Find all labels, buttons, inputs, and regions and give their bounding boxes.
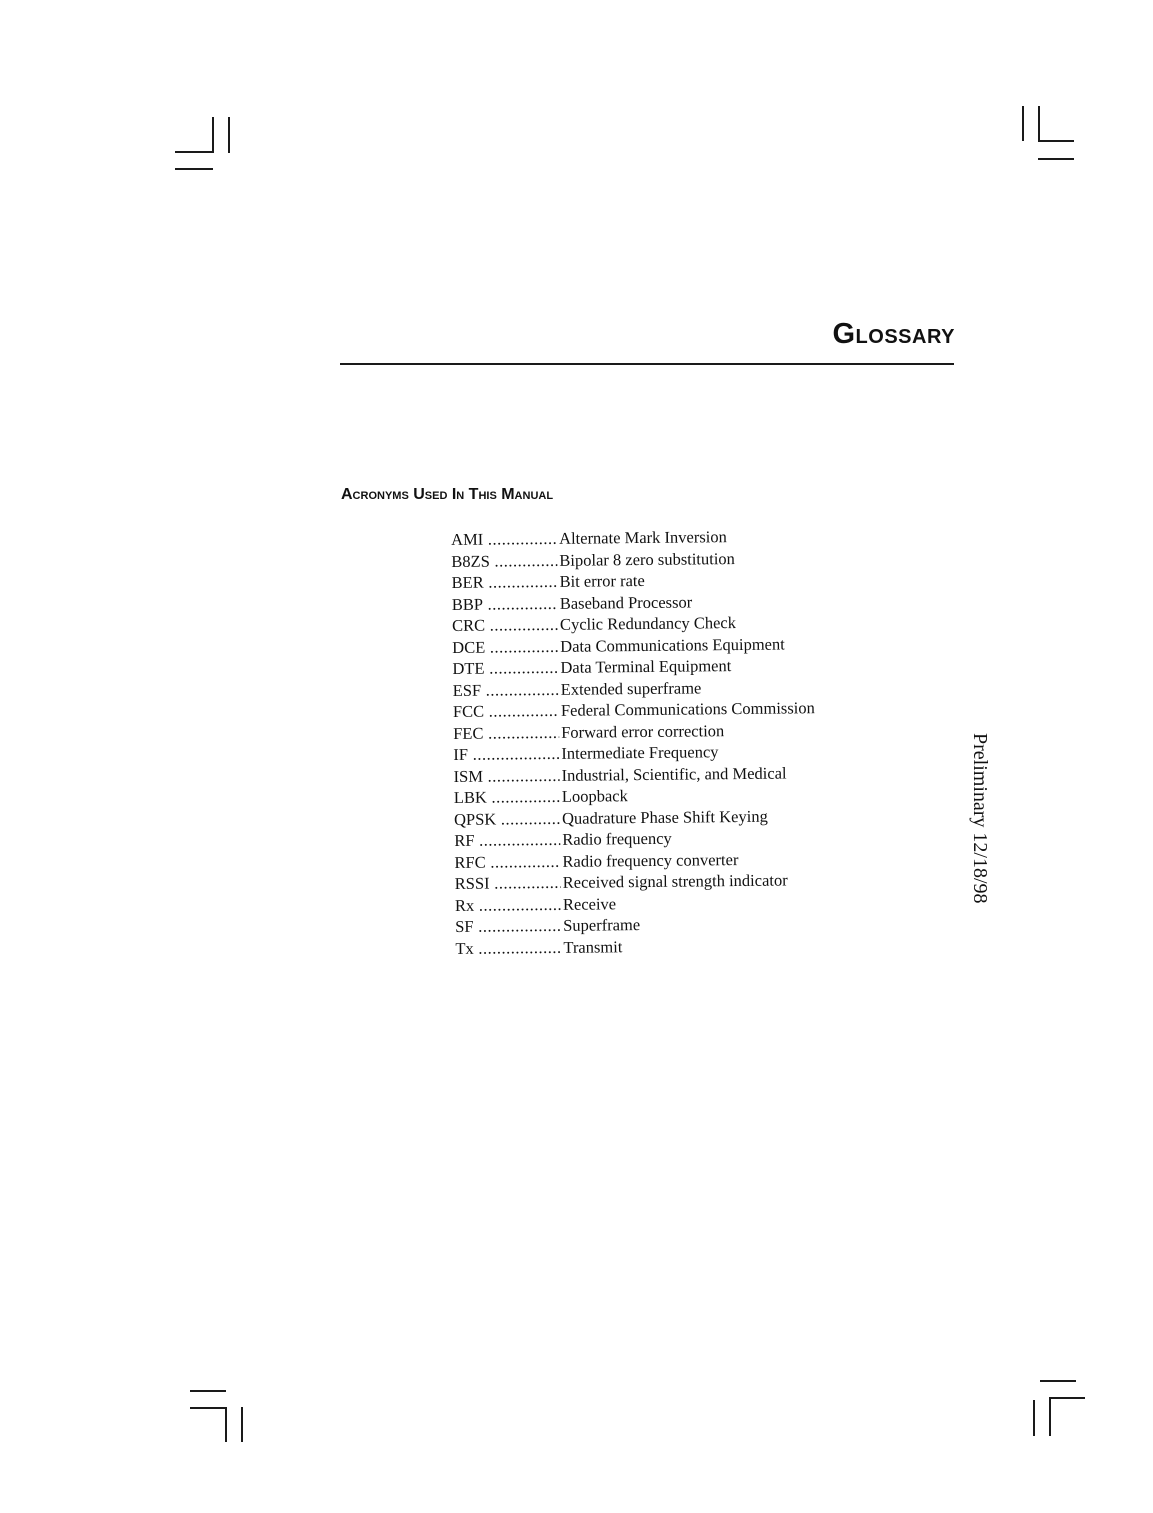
crop-mark (1038, 140, 1074, 142)
crop-mark (1049, 1397, 1085, 1399)
acronym: SF ..... (455, 915, 561, 938)
acronym-definition: Transmit (563, 936, 623, 957)
crop-mark (1040, 1380, 1076, 1382)
acronym: RF ..... (454, 829, 560, 852)
acronym: RSSI ..... (455, 872, 561, 895)
crop-mark (1038, 158, 1074, 160)
acronym: BBP ..... (452, 592, 558, 615)
acronym-list (451, 525, 817, 959)
acronym-definition: Loopback (561, 786, 628, 806)
acronym-definition: Forward error correction (561, 720, 725, 742)
crop-mark (212, 117, 214, 153)
crop-mark (175, 168, 213, 170)
acronym-definition: Superframe (563, 915, 641, 935)
acronym: CRC ..... (452, 614, 558, 637)
acronym: DCE ..... (452, 635, 558, 658)
acronym-definition: Radio frequency converter (562, 849, 739, 871)
acronym: RFC ..... (454, 850, 560, 873)
page-title: Glossary (832, 318, 955, 350)
preliminary-date-note: Preliminary 12/18/98 (969, 733, 991, 904)
acronym-item (452, 633, 814, 658)
acronym: AMI ..... (451, 528, 557, 551)
acronym-definition: Bit error rate (559, 570, 645, 591)
acronym: ISM ..... (453, 764, 559, 787)
acronym: BER ..... (451, 571, 557, 594)
crop-mark (175, 151, 213, 153)
acronym: FCC ..... (453, 700, 559, 723)
section-heading: Acronyms Used In This Manual (341, 486, 554, 503)
acronym-definition: Alternate Mark Inversion (559, 527, 727, 548)
acronym-item (454, 805, 816, 830)
acronym: QPSK ..... (454, 807, 560, 830)
acronym-definition: Federal Communications Commission (560, 698, 815, 720)
acronym-definition: Data Terminal Equipment (560, 656, 732, 677)
acronym-definition: Radio frequency (562, 828, 672, 849)
crop-mark (190, 1390, 226, 1392)
acronym-definition: Industrial, Scientific, and Medical (561, 763, 787, 785)
acronym-definition: Quadrature Phase Shift Keying (561, 806, 768, 828)
crop-mark (1033, 1400, 1035, 1436)
crop-mark (1049, 1397, 1051, 1436)
acronym: FEC ..... (453, 721, 559, 744)
acronym: DTE ..... (452, 657, 558, 680)
acronym-item (455, 934, 817, 959)
acronym-definition: Extended superframe (560, 677, 702, 699)
acronym: Rx ..... (455, 893, 561, 916)
acronym: ESF ..... (453, 678, 559, 701)
acronym: IF ..... (453, 743, 559, 766)
acronym-definition: Intermediate Frequency (561, 742, 719, 763)
acronym: B8ZS ..... (451, 549, 557, 572)
acronym-item (453, 697, 815, 722)
crop-mark (1038, 106, 1040, 142)
acronym: Tx ..... (455, 936, 561, 959)
acronym-definition: Baseband Processor (559, 591, 693, 613)
crop-mark (1022, 106, 1024, 141)
acronym-item (455, 869, 817, 894)
crop-mark (241, 1407, 243, 1442)
crop-mark (225, 1407, 227, 1442)
acronym-definition: Bipolar 8 zero substitution (559, 548, 735, 570)
acronym: LBK ..... (454, 786, 560, 809)
acronym-definition: Receive (562, 893, 617, 914)
title-rule (340, 363, 954, 365)
crop-mark (228, 117, 230, 153)
acronym-definition: Data Communications Equipment (560, 634, 785, 656)
acronym-item (453, 762, 815, 787)
crop-mark (190, 1407, 226, 1409)
acronym-definition: Received signal strength indicator (562, 870, 788, 892)
acronym-definition: Cyclic Redundancy Check (559, 613, 737, 634)
